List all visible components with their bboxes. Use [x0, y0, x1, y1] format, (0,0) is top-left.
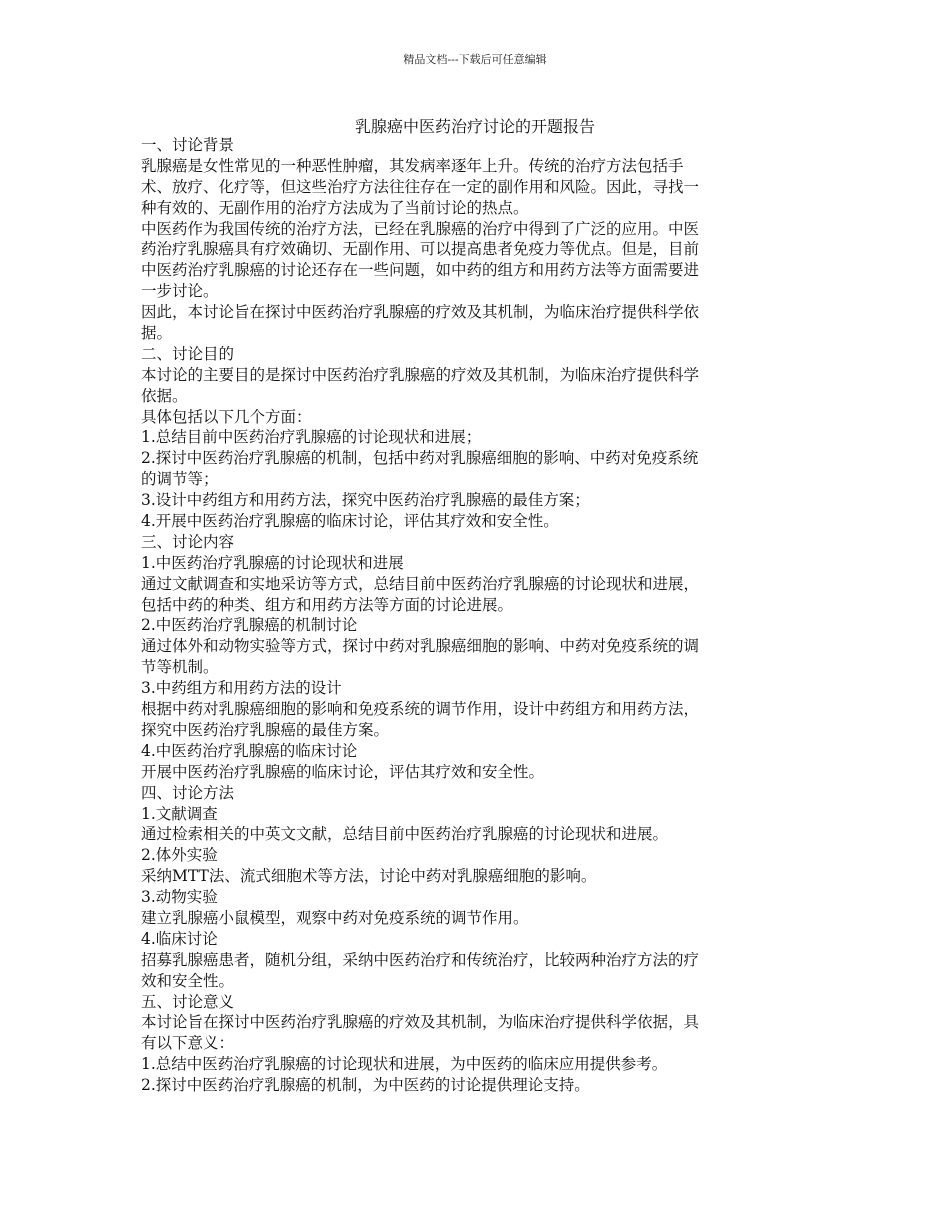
text-line: 招募乳腺癌患者，随机分组，采纳中医药治疗和传统治疗，比较两种治疗方法的疗: [141, 950, 700, 969]
text-line: 根据中药对乳腺癌细胞的影响和免疫系统的调节作用，设计中药组方和用药方法，: [141, 700, 700, 719]
text-line: 术、放疗、化疗等，但这些治疗方法往往存在一定的副作用和风险。因此，寻找一: [141, 177, 700, 196]
text-line: 据。: [141, 324, 173, 343]
text-line: 的调节等；: [141, 470, 219, 489]
text-line: 中医药治疗乳腺癌的讨论还存在一些问题，如中药的组方和用药方法等方面需要进: [141, 261, 700, 280]
text-line: 效和安全性。: [141, 971, 235, 990]
text-line: 通过文献调查和实地采访等方式，总结目前中医药治疗乳腺癌的讨论现状和进展，: [141, 574, 700, 593]
text-line: 依据。: [141, 386, 188, 405]
text-line: 二、讨论目的: [141, 344, 235, 363]
document-title: 乳腺癌中医药治疗讨论的开题报告: [354, 117, 595, 136]
text-line: 有以下意义：: [141, 1034, 235, 1053]
text-line: 本讨论旨在探讨中医药治疗乳腺癌的疗效及其机制，为临床治疗提供科学依据，具: [141, 1013, 700, 1032]
text-line: 通过检索相关的中英文文献，总结目前中医药治疗乳腺癌的讨论现状和进展。: [141, 825, 669, 844]
text-line: 乳腺癌是女性常见的一种恶性肿瘤，其发病率逐年上升。传统的治疗方法包括手: [141, 156, 684, 175]
text-line: 采纳MTT法、流式细胞术等方法，讨论中药对乳腺癌细胞的影响。: [141, 867, 597, 886]
text-line: 五、讨论意义: [141, 992, 235, 1011]
text-line: 1.中医药治疗乳腺癌的讨论现状和进展: [141, 553, 404, 572]
text-line: 3.设计中药组方和用药方法，探究中医药治疗乳腺癌的最佳方案；: [141, 491, 590, 510]
text-line: 开展中医药治疗乳腺癌的临床讨论，评估其疗效和安全性。: [141, 762, 545, 781]
text-line: 中医药作为我国传统的治疗方法，已经在乳腺癌的治疗中得到了广泛的应用。中医: [141, 219, 700, 238]
text-line: 种有效的、无副作用的治疗方法成为了当前讨论的热点。: [141, 198, 529, 217]
text-line: 4.开展中医药治疗乳腺癌的临床讨论，评估其疗效和安全性。: [141, 512, 559, 531]
text-line: 2.中医药治疗乳腺癌的机制讨论: [141, 616, 358, 635]
document-body: [141, 135, 814, 1096]
text-line: 四、讨论方法: [141, 783, 235, 802]
text-line: 3.中药组方和用药方法的设计: [141, 679, 342, 698]
text-line: 探究中医药治疗乳腺癌的最佳方案。: [141, 720, 390, 739]
text-line: 4.中医药治疗乳腺癌的临床讨论: [141, 741, 358, 760]
text-line: 2.探讨中医药治疗乳腺癌的机制，包括中药对乳腺癌细胞的影响、中药对免疫系统: [141, 449, 699, 468]
text-line: 1.总结中医药治疗乳腺癌的讨论现状和进展，为中医药的临床应用提供参考。: [141, 1055, 668, 1074]
text-line: 2.体外实验: [141, 846, 218, 865]
text-line: 药治疗乳腺癌具有疗效确切、无副作用、可以提高患者免疫力等优点。但是，目前: [141, 240, 700, 259]
text-line: 具体包括以下几个方面：: [141, 407, 312, 426]
text-line: 本讨论的主要目的是探讨中医药治疗乳腺癌的疗效及其机制，为临床治疗提供科学: [141, 365, 700, 384]
text-line: 4.临床讨论: [141, 929, 218, 948]
text-line: 建立乳腺癌小鼠模型，观察中药对免疫系统的调节作用。: [141, 908, 529, 927]
text-line: 3.动物实验: [141, 888, 218, 907]
text-line: 通过体外和动物实验等方式，探讨中药对乳腺癌细胞的影响、中药对免疫系统的调: [141, 637, 700, 656]
page-header: 精品文档---下载后可任意编辑: [403, 53, 547, 66]
text-line: 1.文献调查: [141, 804, 218, 823]
text-line: 1.总结目前中医药治疗乳腺癌的讨论现状和进展；: [141, 428, 482, 447]
text-line: 三、讨论内容: [141, 532, 235, 551]
text-line: 节等机制。: [141, 658, 219, 677]
text-line: 一、讨论背景: [141, 136, 235, 154]
text-line: 2.探讨中医药治疗乳腺癌的机制，为中医药的讨论提供理论支持。: [141, 1076, 590, 1095]
text-line: 因此，本讨论旨在探讨中医药治疗乳腺癌的疗效及其机制，为临床治疗提供科学依: [141, 303, 700, 322]
text-line: 一步讨论。: [141, 282, 219, 301]
text-line: 包括中药的种类、组方和用药方法等方面的讨论进展。: [141, 595, 514, 614]
